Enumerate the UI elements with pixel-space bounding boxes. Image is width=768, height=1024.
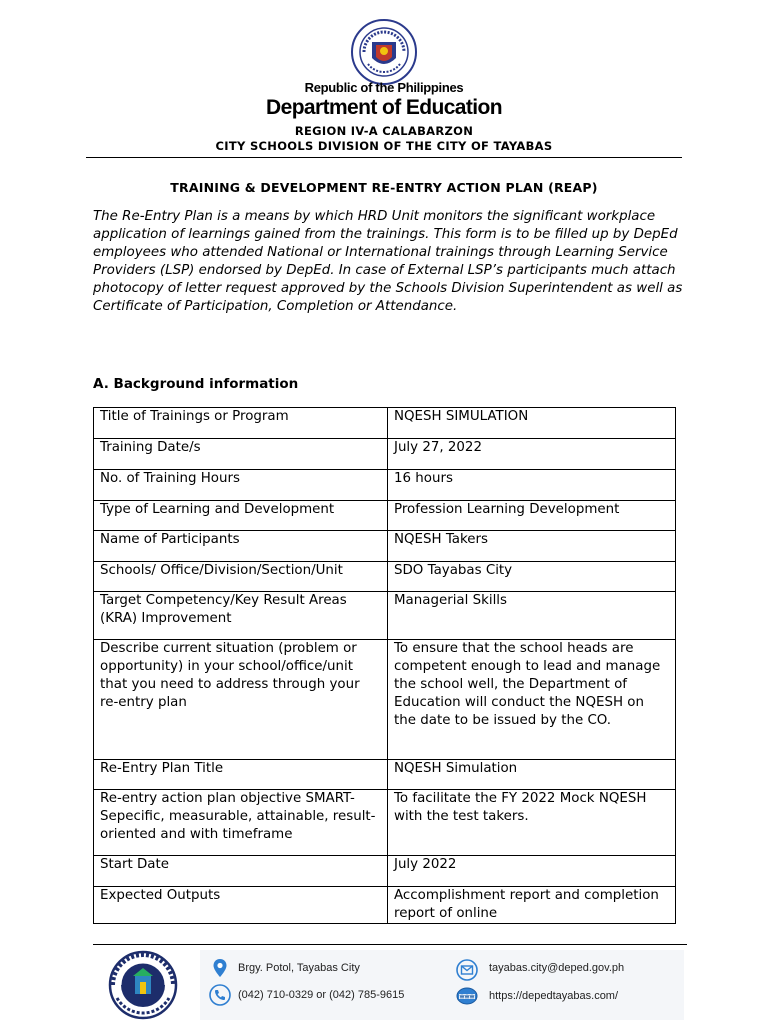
region-heading: REGION IV-A CALABARZON: [294, 124, 474, 138]
republic-heading: Republic of the Philippines: [304, 80, 464, 95]
document-title: TRAINING & DEVELOPMENT RE-ENTRY ACTION PLAN (REAP): [170, 180, 598, 195]
table-row: [94, 501, 676, 531]
table-row: [94, 562, 676, 592]
table-row: [94, 592, 676, 640]
row-value: NQESH Simulation: [388, 760, 676, 790]
row-value: Accomplishment report and completion report of online: [388, 887, 676, 924]
row-label: Training Date/s: [94, 439, 388, 470]
row-label: No. of Training Hours: [94, 470, 388, 501]
row-value: SDO Tayabas City: [388, 562, 676, 592]
row-value: NQESH Takers: [388, 531, 676, 562]
envelope-icon: [456, 959, 478, 981]
row-value: Managerial Skills: [388, 592, 676, 640]
section-a-heading: A. Background information: [93, 376, 299, 392]
table-row: [94, 531, 676, 562]
phone-icon: [209, 984, 231, 1006]
row-value: 16 hours: [388, 470, 676, 501]
row-label: Name of Participants: [94, 531, 388, 562]
table-row: [94, 470, 676, 501]
row-value: To ensure that the school heads are competent enough to lead and manage the school well, the Department of Education will conduct the NQESH on the date to be issued by the CO.: [388, 640, 676, 760]
row-label: Re-Entry Plan Title: [94, 760, 388, 790]
table-row: [94, 856, 676, 887]
table-row: [94, 439, 676, 470]
row-value: Profession Learning Development: [388, 501, 676, 531]
row-label: Type of Learning and Development: [94, 501, 388, 531]
table-row: [94, 790, 676, 856]
row-value: July 27, 2022: [388, 439, 676, 470]
row-label: Target Competency/Key Result Areas (KRA) Improvement: [94, 592, 388, 640]
row-value: NQESH SIMULATION: [388, 408, 676, 439]
www-globe-icon: [456, 985, 478, 1007]
row-label: Re-entry action plan objective SMART- Sepecific, measurable, attainable, result-oriented and with timeframe: [94, 790, 388, 856]
row-label: Schools/ Office/Division/Section/Unit: [94, 562, 388, 592]
table-row: [94, 887, 676, 924]
location-pin-icon: [209, 957, 231, 979]
row-value: To facilitate the FY 2022 Mock NQESH with the test takers.: [388, 790, 676, 856]
division-heading: CITY SCHOOLS DIVISION OF THE CITY OF TAYABAS: [215, 139, 553, 153]
row-label: Expected Outputs: [94, 887, 388, 924]
department-heading: Department of Education: [266, 96, 502, 119]
header-divider: [86, 157, 682, 158]
row-label: Describe current situation (problem or opportunity) in your school/office/unit that you need to address through your re-entry plan: [94, 640, 388, 760]
footer-website[interactable]: https://depedtayabas.com/: [489, 990, 619, 1002]
background-info-table: [93, 407, 676, 924]
table-row: [94, 640, 676, 760]
footer-address: Brgy. Potol, Tayabas City: [238, 962, 360, 974]
footer-contact-panel: [200, 950, 684, 1020]
row-label: Start Date: [94, 856, 388, 887]
table-row: [94, 760, 676, 790]
footer-divider: [93, 944, 687, 945]
row-label: Title of Trainings or Program: [94, 408, 388, 439]
deped-seal-logo: [350, 18, 418, 86]
footer-email: tayabas.city@deped.gov.ph: [489, 962, 625, 974]
footer-phone: (042) 710-0329 or (042) 785-9615: [238, 989, 405, 1001]
row-value: July 2022: [388, 856, 676, 887]
table-row: [94, 408, 676, 439]
division-seal-logo: [105, 950, 181, 1020]
intro-paragraph: The Re-Entry Plan is a means by which HRD Unit monitors the significant workplace application of learnings gained from the trainings. This form is to be filled up by DepEd employees who attended National or International trainings through Learning Service Providers (LSP) endorsed by DepEd. In case of External LSP’s participants much attach photocopy of letter request approved by the Schools Division Superintendent as well as Certificate of Participation, Completion or Attendance.: [93, 209, 683, 314]
